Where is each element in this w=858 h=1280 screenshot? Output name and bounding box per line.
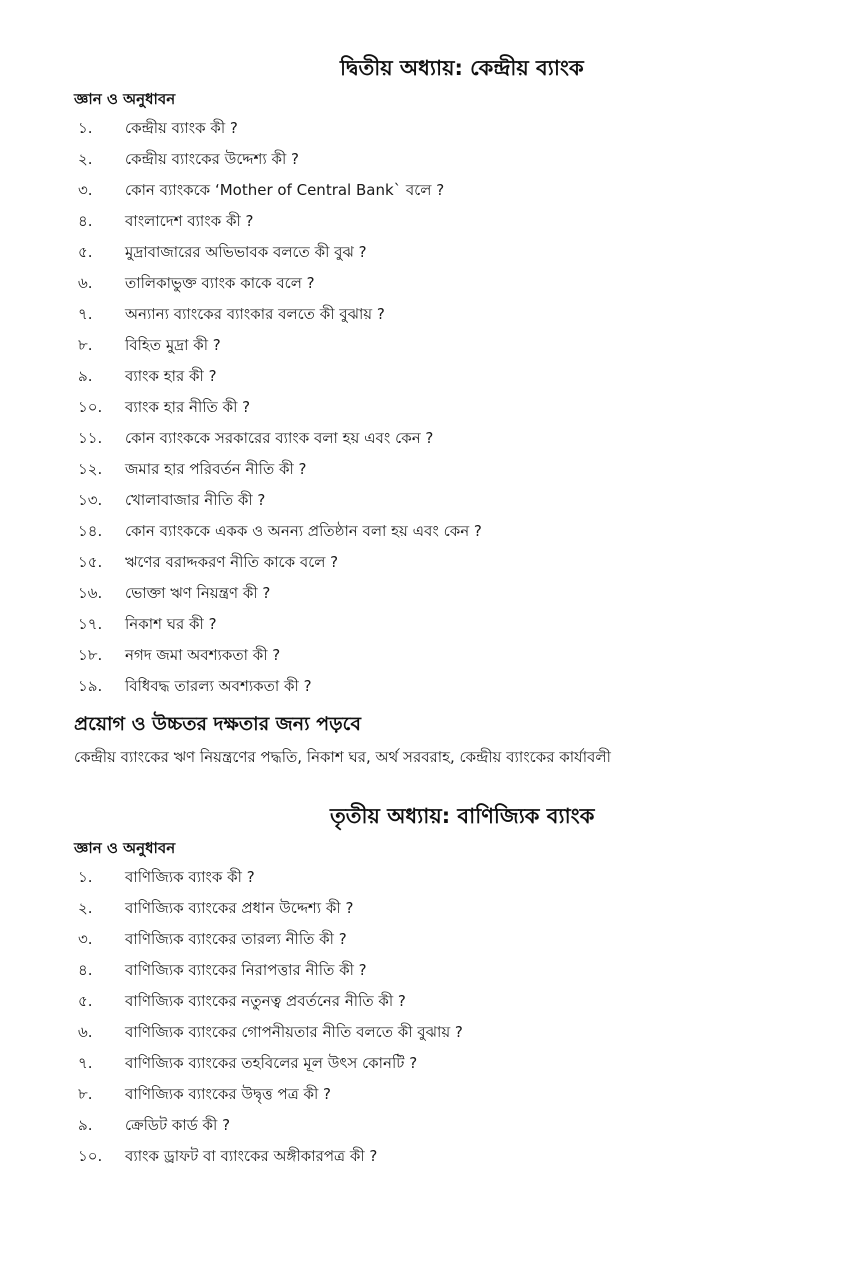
question-number: ৯. (78, 367, 93, 385)
question-item (0, 1141, 858, 1172)
question-number: ৪. (78, 212, 93, 230)
question-text: ক্রেডিট কার্ড কী ? (125, 1116, 231, 1134)
question-item (0, 578, 858, 609)
question-text: বাণিজ্যিক ব্যাংকের নতুনত্ব প্রবর্তনের নীতি কী ? (125, 992, 406, 1010)
chapter-2-question-list (0, 113, 858, 702)
question-text: কেন্দ্রীয় ব্যাংকের উদ্দেশ্য কী ? (125, 150, 299, 168)
question-text: বিধিবদ্ধ তারল্য অবশ্যকতা কী ? (125, 677, 312, 695)
question-item (0, 516, 858, 547)
question-item (0, 113, 858, 144)
question-number: ১৩. (78, 491, 103, 509)
question-number: ১০. (78, 398, 103, 416)
question-item (0, 986, 858, 1017)
question-text: বাণিজ্যিক ব্যাংকের তারল্য নীতি কী ? (125, 930, 347, 948)
question-number: ১৭. (78, 615, 103, 633)
question-text: ব্যাংক হার নীতি কী ? (125, 398, 251, 416)
question-item (0, 485, 858, 516)
question-item (0, 361, 858, 392)
question-item (0, 392, 858, 423)
question-item (0, 671, 858, 702)
question-item (0, 1110, 858, 1141)
question-text: নিকাশ ঘর কী ? (125, 615, 217, 633)
question-text: ভোক্তা ঋণ নিয়ন্ত্রণ কী ? (125, 584, 271, 602)
chapter-2-section-heading: জ্ঞান ও অনুধাবন (74, 90, 176, 108)
question-number: ৮. (78, 1085, 93, 1103)
question-item (0, 1079, 858, 1110)
question-text: বিহিত মুদ্রা কী ? (125, 336, 221, 354)
question-number: ১৯. (78, 677, 103, 695)
question-number: ১৮. (78, 646, 103, 664)
question-number: ৬. (78, 1023, 93, 1041)
question-text: জমার হার পরিবর্তন নীতি কী ? (125, 460, 307, 478)
question-number: ১৬. (78, 584, 103, 602)
question-number: ৫. (78, 243, 93, 261)
question-number: ১১. (78, 429, 103, 447)
question-item (0, 1048, 858, 1079)
question-number: ১৫. (78, 553, 103, 571)
chapter-2-title: দ্বিতীয় অধ্যায়: কেন্দ্রীয় ব্যাংক (340, 56, 584, 80)
chapter-3-section-heading: জ্ঞান ও অনুধাবন (74, 839, 176, 857)
question-item (0, 640, 858, 671)
question-number: ১৪. (78, 522, 103, 540)
question-number: ৭. (78, 305, 93, 323)
question-number: ৯. (78, 1116, 93, 1134)
question-number: ১০. (78, 1147, 103, 1165)
question-number: ৬. (78, 274, 93, 292)
question-number: ৭. (78, 1054, 93, 1072)
question-number: ৫. (78, 992, 93, 1010)
question-text: মুদ্রাবাজারের অভিভাবক বলতে কী বুঝ ? (125, 243, 367, 261)
question-item (0, 330, 858, 361)
question-item (0, 175, 858, 206)
question-item (0, 144, 858, 175)
practice-topics: কেন্দ্রীয় ব্যাংকের ঋণ নিয়ন্ত্রণের পদ্ধতি, নিকাশ ঘর, অর্থ সরবরাহ, কেন্দ্রীয় ব্যাংকের কার্যাবলী (74, 748, 611, 766)
question-item (0, 1017, 858, 1048)
question-item (0, 268, 858, 299)
question-item (0, 609, 858, 640)
question-item (0, 299, 858, 330)
question-text: নগদ জমা অবশ্যকতা কী ? (125, 646, 281, 664)
chapter-3-question-list (0, 862, 858, 1172)
question-number: ৮. (78, 336, 93, 354)
question-text: বাংলাদেশ ব্যাংক কী ? (125, 212, 254, 230)
chapter-3-title: তৃতীয় অধ্যায়: বাণিজ্যিক ব্যাংক (330, 804, 595, 828)
question-number: ৩. (78, 181, 93, 199)
question-item (0, 237, 858, 268)
question-item (0, 955, 858, 986)
question-text: বাণিজ্যিক ব্যাংকের তহবিলের মূল উৎস কোনটি ? (125, 1054, 418, 1072)
question-text: খোলাবাজার নীতি কী ? (125, 491, 266, 509)
question-item (0, 547, 858, 578)
question-text: তালিকাভুক্ত ব্যাংক কাকে বলে ? (125, 274, 315, 292)
question-number: ৩. (78, 930, 93, 948)
question-number: ২. (78, 899, 93, 917)
question-number: ১২. (78, 460, 103, 478)
question-item (0, 862, 858, 893)
question-text: কোন ব্যাংককে সরকারের ব্যাংক বলা হয় এবং কেন ? (125, 429, 434, 447)
question-text: বাণিজ্যিক ব্যাংকের উদ্বৃত্ত পত্র কী ? (125, 1085, 332, 1103)
question-text: কোন ব্যাংককে ‘Mother of Central Bank` বলে ? (125, 181, 445, 199)
question-number: ১. (78, 868, 93, 886)
question-text: ব্যাংক ড্রাফট বা ব্যাংকের অঙ্গীকারপত্র কী ? (125, 1147, 378, 1165)
question-number: ১. (78, 119, 93, 137)
question-text: বাণিজ্যিক ব্যাংক কী ? (125, 868, 255, 886)
question-text: বাণিজ্যিক ব্যাংকের প্রধান উদ্দেশ্য কী ? (125, 899, 354, 917)
question-item (0, 893, 858, 924)
question-text: বাণিজ্যিক ব্যাংকের গোপনীয়তার নীতি বলতে কী বুঝায় ? (125, 1023, 463, 1041)
question-item (0, 924, 858, 955)
question-text: কোন ব্যাংককে একক ও অনন্য প্রতিষ্ঠান বলা হয় এবং কেন ? (125, 522, 482, 540)
question-number: ৪. (78, 961, 93, 979)
question-item (0, 423, 858, 454)
question-item (0, 206, 858, 237)
practice-heading: প্রয়োগ ও উচ্চতর দক্ষতার জন্য পড়বে (74, 713, 361, 735)
question-text: ঋণের বরাদ্দকরণ নীতি কাকে বলে ? (125, 553, 339, 571)
question-number: ২. (78, 150, 93, 168)
question-text: বাণিজ্যিক ব্যাংকের নিরাপত্তার নীতি কী ? (125, 961, 367, 979)
question-text: কেন্দ্রীয় ব্যাংক কী ? (125, 119, 238, 137)
question-text: ব্যাংক হার কী ? (125, 367, 217, 385)
question-text: অন্যান্য ব্যাংকের ব্যাংকার বলতে কী বুঝায় ? (125, 305, 385, 323)
question-item (0, 454, 858, 485)
